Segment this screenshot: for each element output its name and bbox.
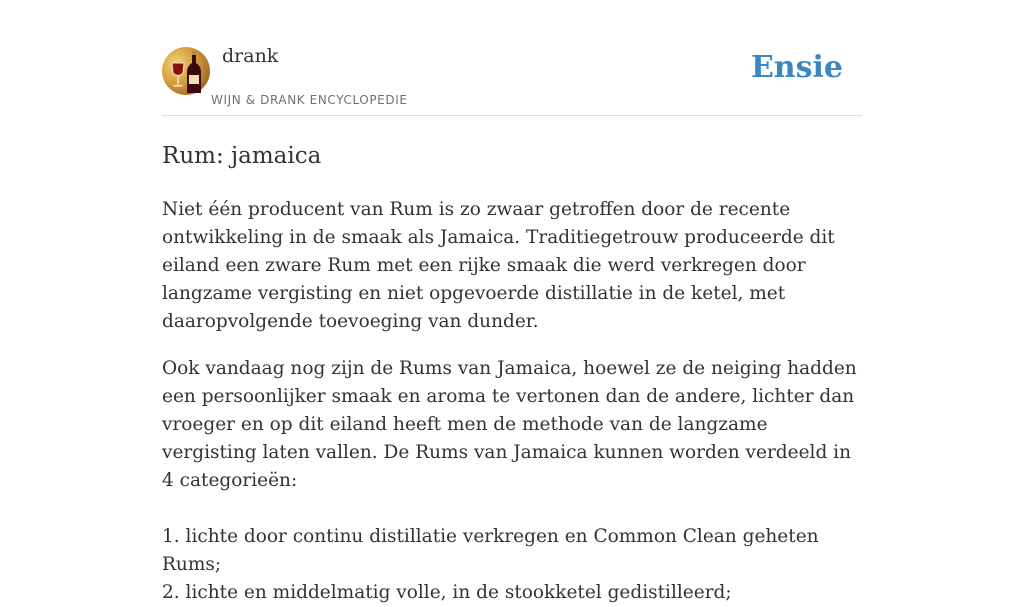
category-list (162, 523, 862, 607)
page (162, 0, 862, 607)
paragraph: Ook vandaag nog zijn de Rums van Jamaica, hoewel ze de neiging hadden een persoonlijker smaak en aroma te vertonen dan de andere, lichter dan vroeger en op dit eiland heeft men de methode van de langzame vergisting laten vallen. De Rums van Jamaica kunnen worden verdeeld in 4 categorieën: (162, 358, 857, 491)
article-title: Rum: jamaica (162, 143, 322, 169)
wine-bottle-glass-icon (162, 47, 210, 95)
tagline: WIJN & DRANK ENCYCLOPEDIE (211, 93, 408, 107)
article-body (162, 196, 862, 607)
paragraph: Niet één producent van Rum is zo zwaar getroffen door de recente ontwikkeling in de smaak als Jamaica. Traditiegetrouw produceerde dit eiland een zware Rum met een rijke smaak die werd verkregen door langzame vergisting en niet opgevoerde distillatie in de ketel, met daaropvolgende toevoeging van dunder. (162, 199, 835, 332)
list-item: 1. lichte door continu distillatie verkregen en Common Clean geheten Rums; (162, 526, 819, 575)
header (162, 0, 862, 116)
author-link[interactable]: drank (222, 45, 279, 67)
avatar[interactable] (162, 47, 210, 95)
list-item: 2. lichte en middelmatig volle, in de stookketel gedistilleerd; (162, 582, 732, 603)
brand-logo[interactable]: Ensie (750, 50, 843, 85)
